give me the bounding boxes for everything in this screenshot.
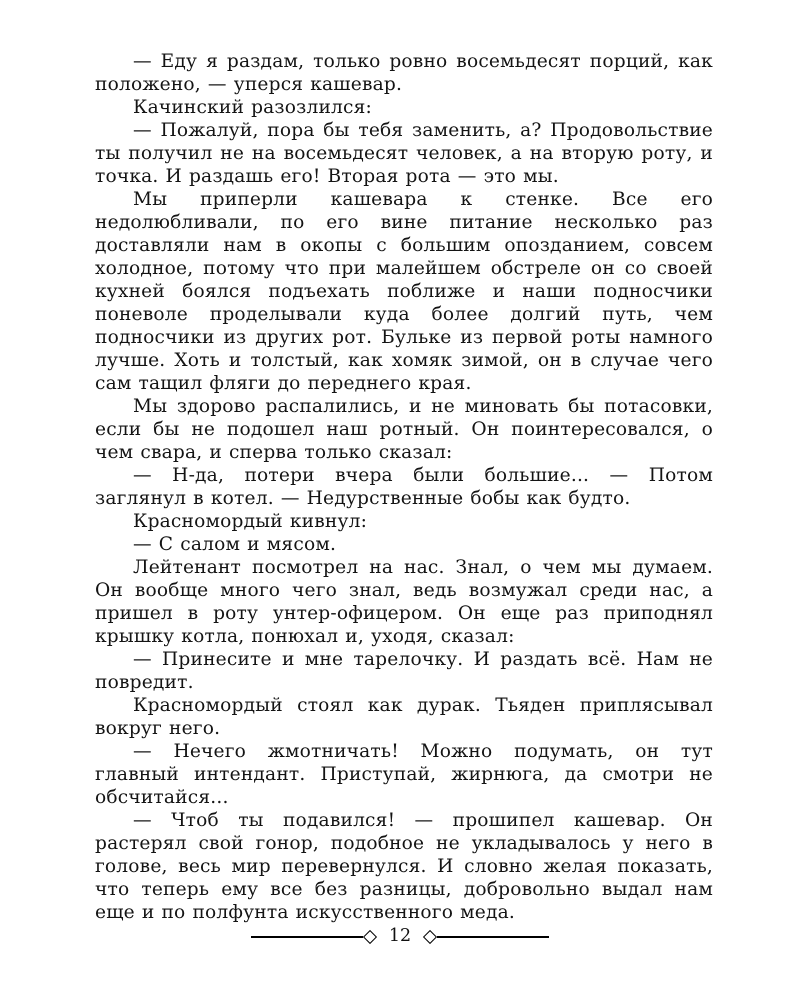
page-number: 12 xyxy=(388,926,412,946)
paragraph: — Нечего жмотничать! Можно подумать, он тут главный интендант. Приступай, жирнюга, да смотри не обсчитайся... xyxy=(95,741,713,808)
paragraph: — Чтоб ты подавился! — прошипел кашевар. Он растерял свой гонор, подобное не укладывалось у него в голове, весь мир перевернулся. И словно желая показать, что теперь ему все без разницы, добровольно выдал нам еще и по полфунта искусственного меда. xyxy=(95,810,713,923)
paragraph: — Принесите и мне тарелочку. И раздать всё. Нам не повредит. xyxy=(95,649,713,693)
paragraph: Мы приперли кашевара к стенке. Все его недолюбливали, по его вине питание несколько раз доставляли нам в окопы с большим опозданием, совсем холодное, потому что при малейшем обстреле он со своей кухней боялся подъехать поближе и наши подносчики поневоле проделывали куда более долгий путь, чем подносчики из других рот. Бульке из первой роты намного лучше. Хоть и толстый, как хомяк зимой, он в случае чего сам тащил фляги до переднего края. xyxy=(95,189,713,394)
page-text xyxy=(95,50,713,924)
paragraph: — С салом и мясом. xyxy=(133,534,337,555)
footer-rule-right xyxy=(437,936,549,938)
paragraph: — Пожалуй, пора бы тебя заменить, а? Продовольствие ты получил не на восемьдесят человек, а на вторую роту, и точка. И раздашь его! Вторая рота — это мы. xyxy=(95,120,713,187)
paragraph: Мы здорово распалились, и не миновать бы потасовки, если бы не подошел наш ротный. Он поинтересовался, о чем свара, и сперва только сказал: xyxy=(95,396,713,463)
page-footer xyxy=(0,928,800,946)
diamond-ornament-icon xyxy=(363,930,377,944)
paragraph: Лейтенант посмотрел на нас. Знал, о чем мы думаем. Он вообще много чего знал, ведь возмужал среди нас, а пришел в роту унтер-офицером. Он еще раз приподнял крышку котла, понюхал и, уходя, сказал: xyxy=(95,557,713,647)
paragraph: Красномордый стоял как дурак. Тьяден приплясывал вокруг него. xyxy=(95,695,713,739)
paragraph: — Н-да, потери вчера были большие... — Потом заглянул в котел. — Недурственные бобы как будто. xyxy=(95,465,713,509)
paragraph: Качинский разозлился: xyxy=(133,97,373,118)
diamond-ornament-icon xyxy=(423,930,437,944)
paragraph: Красномордый кивнул: xyxy=(133,511,368,532)
footer-rule-left xyxy=(251,936,363,938)
paragraph: — Еду я раздам, только ровно восемьдесят порций, как положено, — уперся кашевар. xyxy=(95,51,713,95)
